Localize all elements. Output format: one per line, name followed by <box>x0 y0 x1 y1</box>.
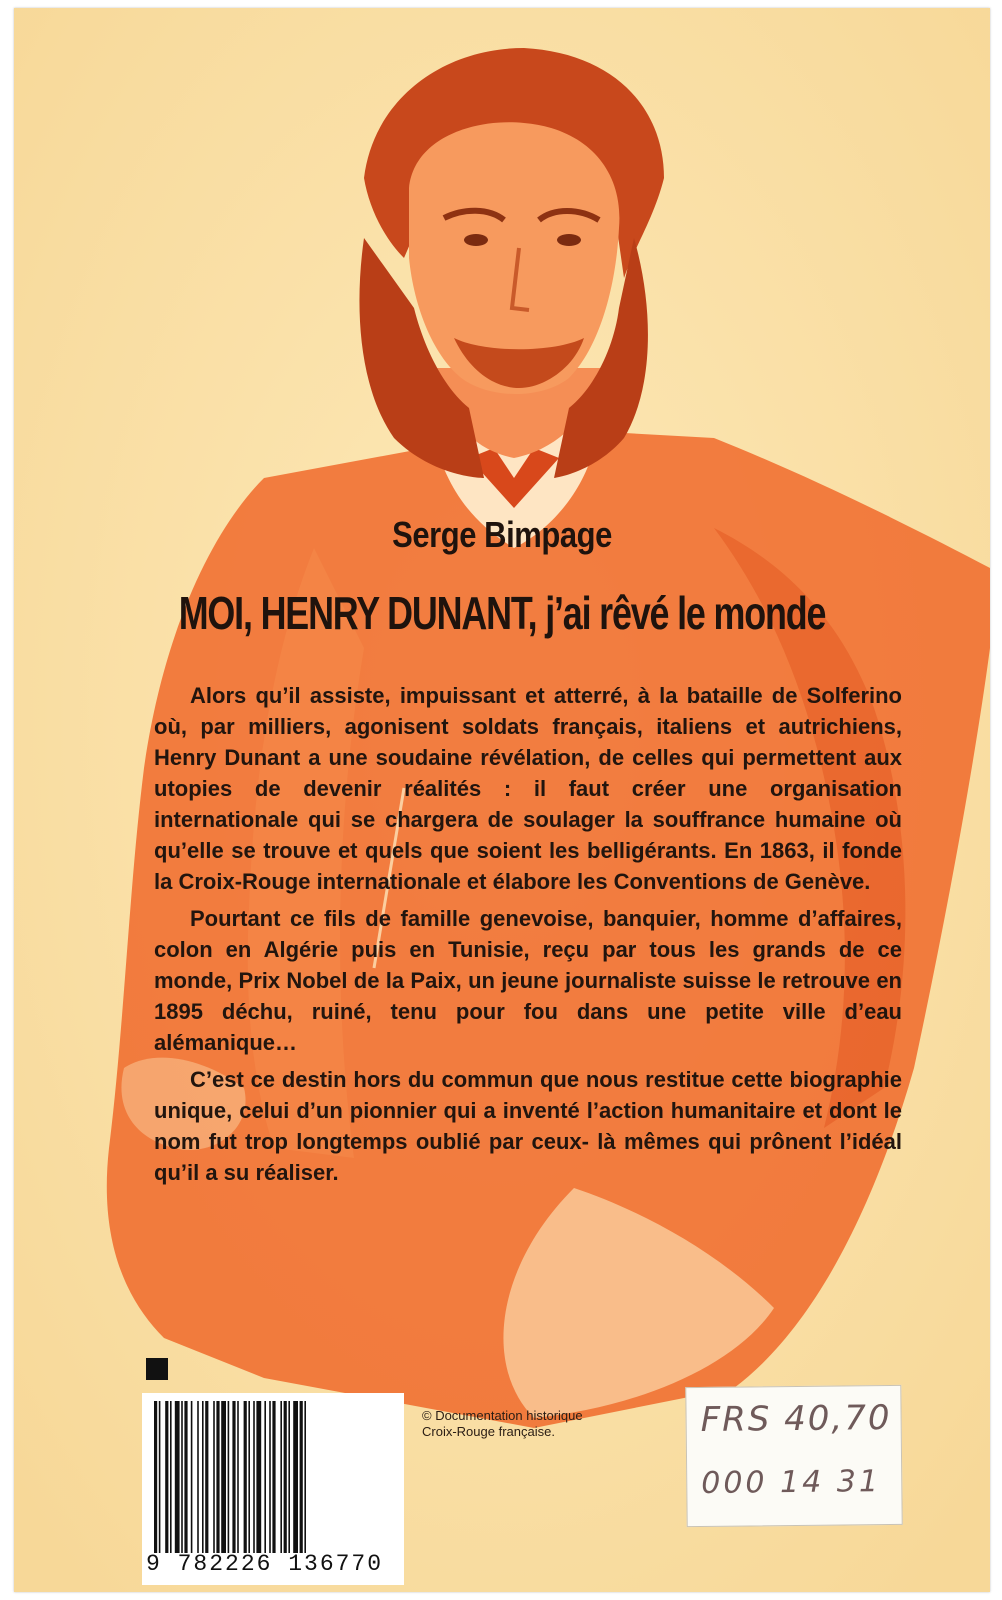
price-sticker-price: FRS 40,70 <box>700 1397 892 1440</box>
photo-credit-line: Croix-Rouge française. <box>422 1424 555 1439</box>
blurb-paragraph: Pourtant ce fils de famille genevoise, banquier, homme d’affaires, colon en Algérie puis en Tunisie, reçu par tous les grands de ce monde, Prix Nobel de la Paix, un jeune journaliste suisse le retrouve en 1895 déchu, ruiné, tenu pour fou dans une petite ville d’eau alémanique… <box>154 906 902 1055</box>
book-back-cover <box>14 8 990 1592</box>
barcode-bars-icon <box>152 1401 396 1553</box>
price-sticker-code: 000 14 31 <box>701 1464 882 1501</box>
blurb-text <box>154 680 902 1194</box>
barcode <box>142 1393 404 1585</box>
book-title: MOI, HENRY DUNANT, j’ai rêvé le monde <box>178 587 826 639</box>
blurb-paragraph: C’est ce destin hors du commun que nous restitue cette biographie unique, celui d’un pionnier qui a inventé l’action humanitaire et dont le nom fut trop longtemps oublié par ceux- là mêmes qui prônent l’idéal qu’il a su réaliser. <box>154 1067 902 1185</box>
photo-credit <box>422 1408 583 1440</box>
publisher-square-mark <box>146 1358 168 1380</box>
isbn-number: 9 782226 136770 <box>146 1551 384 1577</box>
author-name: Serge Bimpage <box>392 514 612 555</box>
blurb-paragraph: Alors qu’il assiste, impuissant et atterré, à la bataille de Solferino où, par milliers, agonisent soldats français, italiens et autrichiens, Henry Dunant a une soudaine révélation, de celles qui permettent aux utopies de devenir réalités : il faut créer une organisation internationale qui se chargera de soulager la souffrance humaine où qu’elle se trouve et quels que soient les belligérants. En 1863, il fonde la Croix-Rouge internationale et élabore les Conventions de Genève. <box>154 683 902 894</box>
photo-credit-line: © Documentation historique <box>422 1408 583 1423</box>
price-sticker <box>685 1385 902 1527</box>
